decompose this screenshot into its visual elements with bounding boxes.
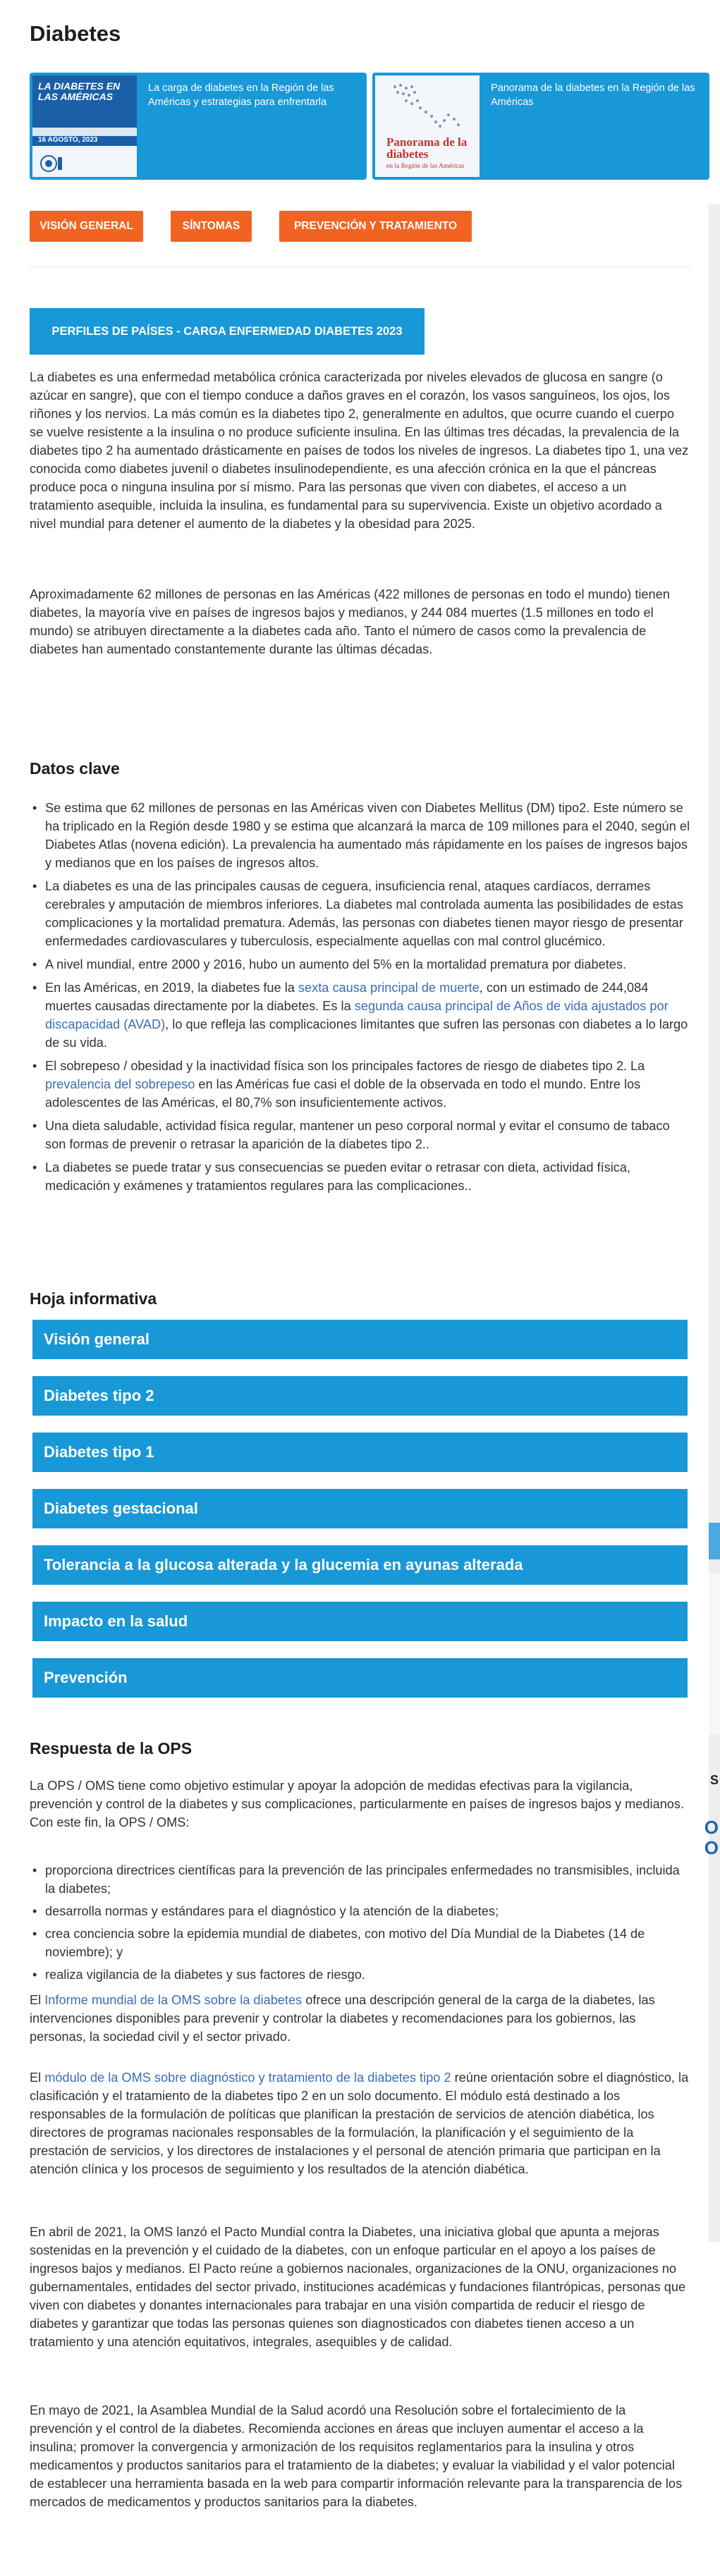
divider — [30, 266, 690, 267]
link-segunda-causa-avad[interactable]: segunda causa principal de Años de vida ajustados por discapacidad (AVAD) — [45, 999, 669, 1031]
tab-vision-general[interactable]: VISIÓN GENERAL — [30, 211, 143, 242]
list-item: • proporciona directrices científicas para la prevención de las principales enfermedades no transmisibles, incluida la diabetes; — [30, 1861, 690, 1898]
banner-text: Panorama de la diabetes en la Región de las Américas — [491, 82, 695, 108]
link-prevalencia-sobrepeso[interactable]: prevalencia del sobrepeso — [45, 1077, 195, 1091]
banner-carga-diabetes[interactable] — [30, 73, 367, 180]
list-item: • realiza vigilancia de la diabetes y sus factores de riesgo. — [30, 1965, 690, 1984]
accordion-impacto-salud[interactable]: Impacto en la salud — [32, 1602, 688, 1641]
accordion-diabetes-tipo-2[interactable]: Diabetes tipo 2 — [32, 1376, 688, 1416]
link-modulo-oms-diabetes-tipo-2[interactable]: módulo de la OMS sobre diagnóstico y tratamiento de la diabetes tipo 2 — [44, 2071, 451, 2085]
intro-paragraph: La diabetes es una enfermedad metabólica crónica caracterizada por niveles elevados de glucosa en sangre (o azúcar en sangre), que con el tiempo conduce a daños graves en el corazón, los vasos sanguíneos, los ojos, los riñones y los nervios. La más común es la diabetes tipo 2, generalmente en adultos, que ocurre cuando el cuerpo se vuelve resistente a la insulina o no produce suficiente insulina. En las últimas tres décadas, la prevalencia de la diabetes tipo 2 ha aumentado drásticamente en países de todos los niveles de ingresos. La diabetes tipo 1, una vez conocida como diabetes juvenil o diabetes insulinodependiente, es una afección crónica en la que el páncreas produce poca o ninguna insulina por sí mismo. Para las personas que viven con diabetes, el acceso a un tratamiento asequible, incluida la insulina, es fundamental para su supervivencia. Existe un objetivo acordado a nivel mundial para detener el aumento de la diabetes y la obesidad para 2025. — [30, 370, 689, 531]
sidebar-link-fragment[interactable]: O — [704, 1837, 719, 1858]
thumb-date: 16 AGOSTO, 2023 — [38, 136, 98, 144]
list-item: • Se estima que 62 millones de personas en las Américas viven con Diabetes Mellitus (DM) tipo2. Este número se ha triplicado en la Región desde 1980 y se estima que alcanzará la marca de 109 millones para el 2040, según el Diabetes Atlas (novena edición). La prevalencia ha aumentado más rápidamente en los países de ingresos bajos y medianos que en los países de ingresos altos. — [30, 799, 690, 872]
section-heading-respuesta-ops: Respuesta de la OPS — [30, 1739, 193, 1758]
accordion-tolerancia-glucosa[interactable]: Tolerancia a la glucosa alterada y la glucemia en ayunas alterada — [32, 1545, 688, 1585]
list-item: • Una dieta saludable, actividad física regular, mantener un peso corporal normal y evitar el consumo de tabaco son formas de prevenir o retrasar la aparición de la diabetes tipo 2.. — [30, 1117, 690, 1153]
response-paragraph: En abril de 2021, la OMS lanzó el Pacto Mundial contra la Diabetes, una iniciativa global que apunta a mejoras sostenidas en la prevención y el cuidado de la diabetes, con un enfoque particular en el apoyo a los países de ingresos bajos y medianos. El Pacto reúne a gobiernos nacionales, organizaciones de la ONU, organizaciones no gubernamentales, entidades del sector privado, instituciones académicas y fundaciones filantrópicas, personas que viven con diabetes y donantes internacionales para trabajar en una visión compartida de reducir el riesgo de diabetes y garantizar que todas las personas quienes son diagnosticados con diabetes tienen acceso a un tratamiento y una atención equitativos, integrales, asequibles y de calidad. — [30, 2225, 686, 2349]
country-profiles-button[interactable]: PERFILES DE PAÍSES - CARGA ENFERMEDAD DIABETES 2023 — [30, 308, 425, 355]
list-item: • La diabetes es una de las principales causas de ceguera, insuficiencia renal, ataques cardíacos, derrames cerebrales y amputación de miembros inferiores. La diabetes mal controlada aumenta las posibilidades de estas complicaciones y la mortalidad prematura. Además, las personas con diabetes tienen mayor riesgo de presentar enfermedades cardiovasculares y tuberculosis, especialmente aquellas con mal control glucémico. — [30, 877, 690, 950]
accordion-vision-general[interactable]: Visión general — [32, 1320, 688, 1359]
thumb-subtitle: en la Región de las Américas — [386, 163, 465, 170]
banner-panorama-diabetes[interactable] — [372, 73, 709, 180]
list-item: • En las Américas, en 2019, la diabetes fue la sexta causa principal de muerte, con un estimado de 244,084 muertes causadas directamente por la diabetes. Es la segunda causa principal de Años de vida ajustados por discapacidad (AVAD), lo que refleja las complicaciones limitantes que sufren las personas con diabetes a lo largo de su vida. — [30, 979, 690, 1052]
banner-thumbnail-event — [32, 75, 137, 177]
accordion-diabetes-gestacional[interactable]: Diabetes gestacional — [32, 1489, 688, 1528]
link-informe-mundial-oms[interactable]: Informe mundial de la OMS sobre la diabetes — [44, 1993, 303, 2007]
response-paragraph: La OPS / OMS tiene como objetivo estimular y apoyar la adopción de medidas efectivas para la vigilancia, prevención y control de la diabetes y sus complicaciones, particularmente en países de ingresos bajos y medianos. Con este fin, la OPS / OMS: — [30, 1779, 685, 1829]
accordion-diabetes-tipo-1[interactable]: Diabetes tipo 1 — [32, 1433, 688, 1472]
banner-thumbnail-report — [375, 75, 480, 177]
banner-row — [30, 73, 709, 180]
response-paragraph: El módulo de la OMS sobre diagnóstico y tratamiento de la diabetes tipo 2 reúne orientación sobre el diagnóstico, la clasificación y el tratamiento de la diabetes tipo 2 en un solo documento. El módulo está destinado a los responsables de la formulación de políticas que planifican la prestación de servicios de atención diabética, los directores de programas nacionales responsables de la formulación, la planificación y el seguimiento de la prestación de servicios, y los directores de instalaciones y el personal de atención primaria que participan en la atención clínica y los procesos de seguimiento y los resultados de la atención diabética. — [30, 2071, 689, 2176]
americas-map-icon — [381, 80, 477, 133]
thumb-title: LA DIABETES EN LAS AMÉRICAS — [38, 80, 121, 102]
tab-sintomas[interactable]: SÍNTOMAS — [171, 211, 252, 242]
key-facts-list — [30, 799, 690, 1200]
thumb-title: Panorama de la diabetes — [386, 135, 468, 161]
list-item: • desarrolla normas y estándares para el diagnóstico y la atención de la diabetes; — [30, 1902, 690, 1920]
tab-prevencion-tratamiento[interactable]: PREVENCIÓN Y TRATAMIENTO — [279, 211, 472, 242]
list-item: • crea conciencia sobre la epidemia mundial de diabetes, con motivo del Día Mundial de la Diabetes (14 de noviembre); y — [30, 1925, 690, 1961]
sidebar-panel-edge — [709, 1574, 720, 1734]
section-heading-hoja-informativa: Hoja informativa — [30, 1289, 157, 1308]
response-paragraph: En mayo de 2021, la Asamblea Mundial de la Salud acordó una Resolución sobre el fortalecimiento de la prevención y el control de la diabetes. Recomienda acciones en áreas que incluyen aumentar el acceso a la insulina; promover la convergencia y armonización de los requisitos reglamentarios para la insulina y otros medicamentos y productos sanitarios para el tratamiento de la diabetes; y evaluar la viabilidad y el valor potencial de establecer una herramienta basada en la web para compartir información relevante para la transparencia de los mercados de medicamentos y productos sanitarios para la diabetes. — [30, 2403, 683, 2509]
section-heading-datos-clave: Datos clave — [30, 759, 120, 778]
paho-logo-icon — [39, 154, 63, 173]
page-title: Diabetes — [30, 21, 121, 46]
sidebar-link-fragment[interactable]: O — [704, 1817, 719, 1838]
list-item: • A nivel mundial, entre 2000 y 2016, hubo un aumento del 5% en la mortalidad prematura por diabetes. — [30, 955, 690, 974]
intro-paragraph: Aproximadamente 62 millones de personas en las Américas (422 millones de personas en todo el mundo) tienen diabetes, la mayoría vive en países de ingresos bajos y medianos, y 244 084 muertes (1.5 millones en todo el mundo) se atribuyen directamente a la diabetes cada año. Tanto el número de casos como la prevalencia de diabetes han aumentado constantemente durante las últimas décadas. — [30, 587, 670, 656]
sidebar-scroll-thumb[interactable] — [709, 1523, 720, 1559]
list-item: • El sobrepeso / obesidad y la inactividad física son los principales factores de riesgo de diabetes tipo 2. La prevalencia del sobrepeso en las Américas fue casi el doble de la observada en todo el mundo. Entre los adolescentes de las Américas, el 80,7% son insuficientemente activos. — [30, 1057, 690, 1112]
list-item: • La diabetes se puede tratar y sus consecuencias se pueden evitar o retrasar con dieta, actividad física, medicación y exámenes y tratamientos regulares para las complicaciones.. — [30, 1158, 690, 1195]
link-sexta-causa-muerte[interactable]: sexta causa principal de muerte — [298, 981, 480, 995]
response-paragraph: El Informe mundial de la OMS sobre la diabetes ofrece una descripción general de la carga de la diabetes, las intervenciones disponibles para prevenir y controlar la diabetes y recomendaciones para los gobiernos, las personas, la sociedad civil y el sector privado. — [30, 1993, 655, 2044]
banner-text: La carga de diabetes en la Región de las Américas y estrategias para enfrentarla — [148, 82, 334, 108]
sidebar-heading-fragment: S — [709, 1773, 719, 1787]
sidebar-scroll-track[interactable] — [709, 204, 720, 2242]
response-list — [30, 1861, 690, 1988]
accordion-prevencion[interactable]: Prevención — [32, 1658, 688, 1698]
